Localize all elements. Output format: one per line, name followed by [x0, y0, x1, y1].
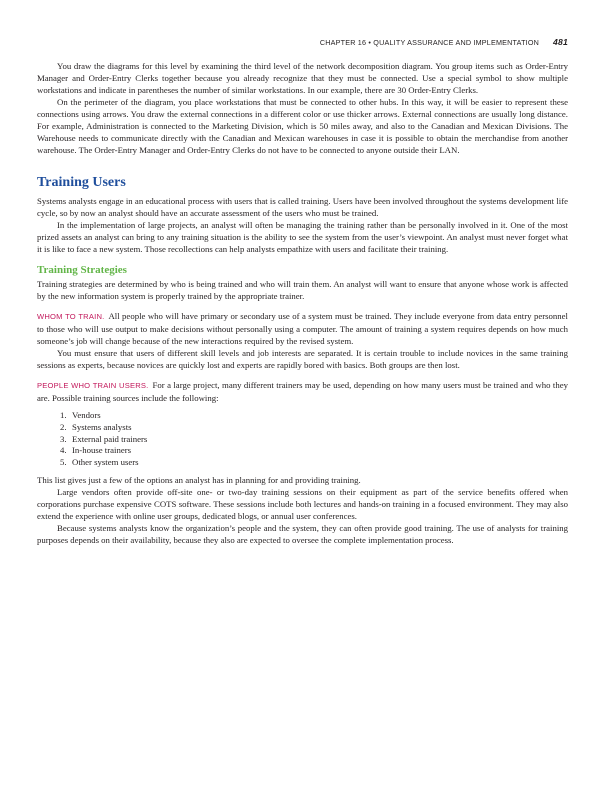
whom-to-train-paragraph-2: You must ensure that users of different skill levels and job interests are separated. It is certain trouble to include novices in the same training sessions as experts, because novices are quickly lost and experts are rapidly bored with basics. Both groups are then lost. — [37, 348, 568, 370]
whom-to-train-label: WHOM TO TRAIN. — [37, 312, 105, 321]
people-who-train-label: PEOPLE WHO TRAIN USERS. — [37, 381, 149, 390]
training-strategies-paragraph: Training strategies are determined by who is being trained and who will train them. An analyst will want to ensure that anyone whose work is affected by the new information system is properly trained by the appropriate trainer. — [37, 279, 568, 301]
chapter-title: CHAPTER 16 • QUALITY ASSURANCE AND IMPLEMENTATION — [319, 38, 540, 47]
list-item-number: 5. — [60, 457, 67, 468]
list-item — [60, 445, 568, 457]
people-who-train-paragraph — [37, 379, 568, 404]
people-who-train-text: For a large project, many different trainers may be used, depending on how many users must be trained and who they are. Possible training sources include the following: — [37, 380, 568, 403]
list-item-text: Other system users — [72, 457, 139, 468]
training-sources-list — [37, 410, 568, 469]
vendors-paragraph: Large vendors often provide off-site one- or two-day training sessions on their equipment as part of the service benefits offered when corporations purchase expensive COTS software. These sessions include both lectures and hands-on training in a focused environment. They may also extend the experience with online user groups, dedicated blogs, or annual user conferences. — [37, 486, 568, 521]
list-item-text: External paid trainers — [72, 433, 148, 444]
page-body — [37, 60, 568, 546]
list-item-number: 4. — [60, 445, 67, 456]
list-item-text: In-house trainers — [72, 445, 132, 456]
list-item-number: 2. — [60, 421, 67, 432]
analysts-paragraph: Because systems analysts know the organization’s people and the system, they can often provide good training. The use of analysts for training purposes depends on their availability, because they also are expected to oversee the complete implementation process. — [37, 522, 568, 545]
intro-paragraph-1: You draw the diagrams for this level by examining the third level of the network decomposition diagram. You group items such as Order-Entry Manager and Order-Entry Clerks together because you already recognize that they must be connected. Use a special symbol to show multiple workstations and indicate in parentheses the number of similar workstations. In our example, there are 30 Order-Entry Clerks. — [37, 61, 568, 95]
list-item — [60, 421, 568, 434]
running-header — [36, 37, 568, 47]
list-item-number: 1. — [60, 410, 67, 420]
training-users-paragraph-2: In the implementation of large projects, an analyst will often be managing the training rather than be personally involved in it. One of the most prized assets an analyst can bring to any training situation is the ability to see the system from the user’s viewpoint. An analyst must never forget what it is like to face a new system. Those recollections can help analysts empathize with users and facilitate their training. — [37, 220, 568, 254]
list-item-number: 3. — [60, 433, 67, 444]
list-item-text: Vendors — [72, 410, 101, 420]
page-number: 481 — [553, 37, 568, 47]
list-item — [60, 410, 568, 422]
subsection-heading-training-strategies: Training Strategies — [37, 264, 127, 276]
whom-to-train-paragraph — [37, 310, 568, 347]
list-item-text: Systems analysts — [72, 421, 132, 432]
whom-to-train-text: All people who will have primary or secondary use of a system must be trained. They include everyone from data entry personnel to those who will use output to make decisions without personally using a computer. The amount of training a system requires depends on how much someone’s job will change because of the new interactions required by the revised system. — [37, 311, 568, 346]
list-item — [60, 457, 568, 469]
after-list-paragraph: This list gives just a few of the options an analyst has in planning for and providing training. — [37, 474, 361, 485]
section-heading-training-users: Training Users — [37, 175, 126, 190]
list-item — [60, 433, 568, 446]
training-users-paragraph-1: Systems analysts engage in an educational process with users that is called training. Users have been involved throughout the systems development life cycle, so by now an analyst should have an accurate assessment of the users who must be trained. — [37, 196, 568, 218]
intro-paragraph-2: On the perimeter of the diagram, you place workstations that must be connected to other hubs. In this way, it will be easier to represent these connections using arrows. You draw the external connections in a different color or use thicker arrows. External connections are usually long distance. For example, Administration is connected to the Marketing Division, which is 50 miles away, and also to the Canadian and Mexican Divisions. The Warehouse needs to communicate directly with the Canadian and Mexican warehouses in case it is possible to obtain the merchandise from another warehouse. The Order-Entry Manager and Order-Entry Clerks do not have to be connected to anyone outside their LAN. — [37, 97, 568, 155]
